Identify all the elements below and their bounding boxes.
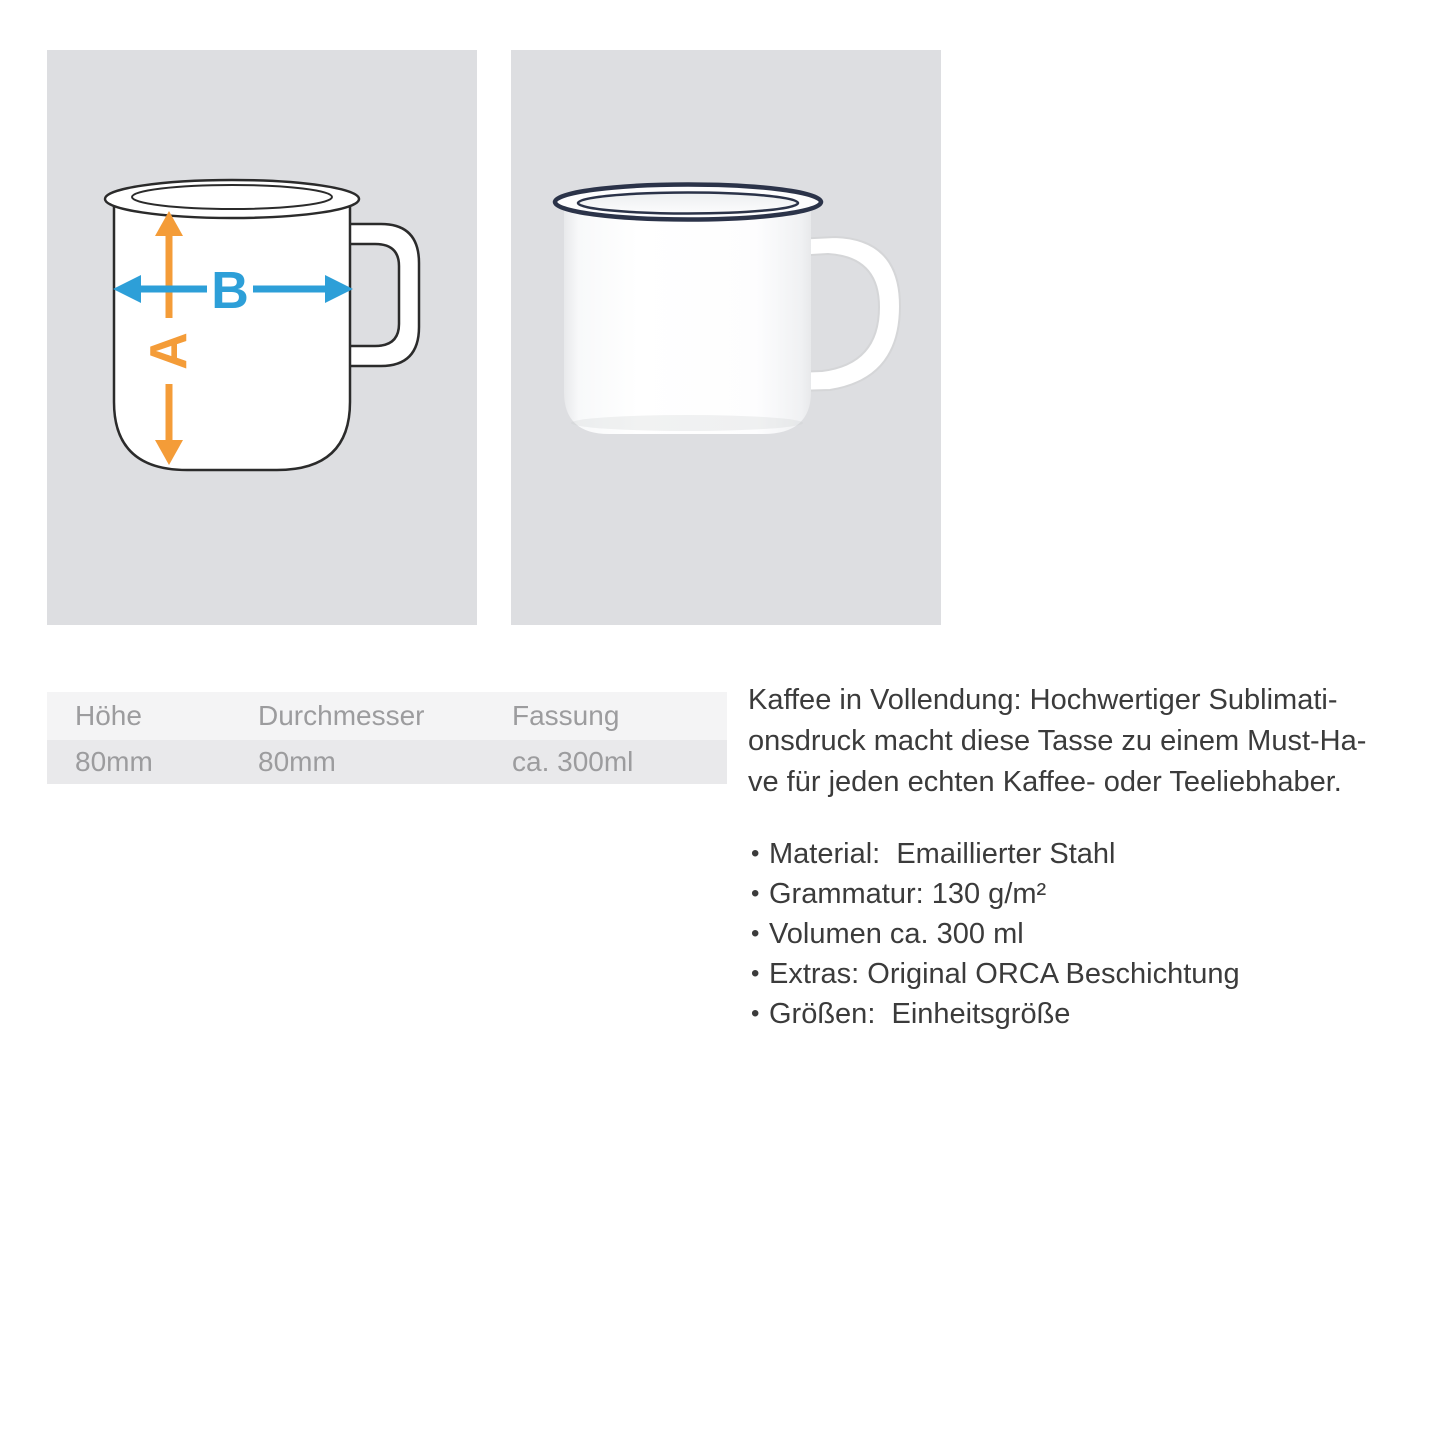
table-value-fassung: ca. 300ml (512, 746, 634, 777)
description-intro-line: onsdruck macht diese Tasse zu einem Must-Ha- (748, 725, 1367, 757)
description-intro-line: Kaffee in Vollendung: Hochwertiger Sublimati- (748, 684, 1338, 716)
photo-mug-mouth (578, 193, 798, 214)
photo-mug-bottom-shadow (571, 415, 803, 431)
bullet-icon: • (751, 840, 760, 867)
table-header-durchmesser: Durchmesser (258, 700, 425, 731)
table-header-hoehe: Höhe (75, 700, 142, 731)
spec-item-groessen (748, 994, 1413, 1034)
dimension-b-label: B (211, 262, 249, 320)
bullet-icon: • (751, 1000, 760, 1027)
spec-item-extras (748, 954, 1413, 994)
product-description (748, 680, 1413, 1034)
description-intro (748, 680, 1413, 803)
spec-item-text: Extras: Original ORCA Beschichtung (769, 958, 1240, 990)
spec-item-grammatur (748, 874, 1413, 914)
mug-photo (511, 50, 941, 625)
spec-item-text: Größen: Einheitsgröße (769, 998, 1071, 1030)
bullet-icon: • (751, 880, 760, 907)
spec-item-text: Material: Emaillierter Stahl (769, 838, 1116, 870)
mug-diagram (47, 50, 477, 625)
diagram-mug-handle-outline (347, 224, 419, 366)
spec-item-material (748, 834, 1413, 874)
table-header-fassung: Fassung (512, 700, 620, 731)
mug-dimension-diagram-panel (47, 50, 477, 625)
mug-photo-panel (511, 50, 941, 625)
bullet-icon: • (751, 920, 760, 947)
size-table (47, 692, 727, 784)
spec-list (748, 834, 1413, 1034)
spec-item-volumen (748, 914, 1413, 954)
dimension-a-label: A (140, 332, 198, 370)
diagram-mug-rim-inner (132, 185, 332, 209)
size-table-header-row (47, 692, 727, 740)
bullet-icon: • (751, 960, 760, 987)
table-value-hoehe: 80mm (75, 746, 153, 777)
spec-item-text: Volumen ca. 300 ml (769, 918, 1024, 950)
description-intro-line: ve für jeden echten Kaffee- oder Teeliebhaber. (748, 766, 1342, 798)
spec-item-text: Grammatur: 130 g/m² (769, 878, 1047, 910)
table-value-durchmesser: 80mm (258, 746, 336, 777)
size-table-value-row (47, 740, 727, 784)
photo-mug-body (564, 210, 811, 434)
